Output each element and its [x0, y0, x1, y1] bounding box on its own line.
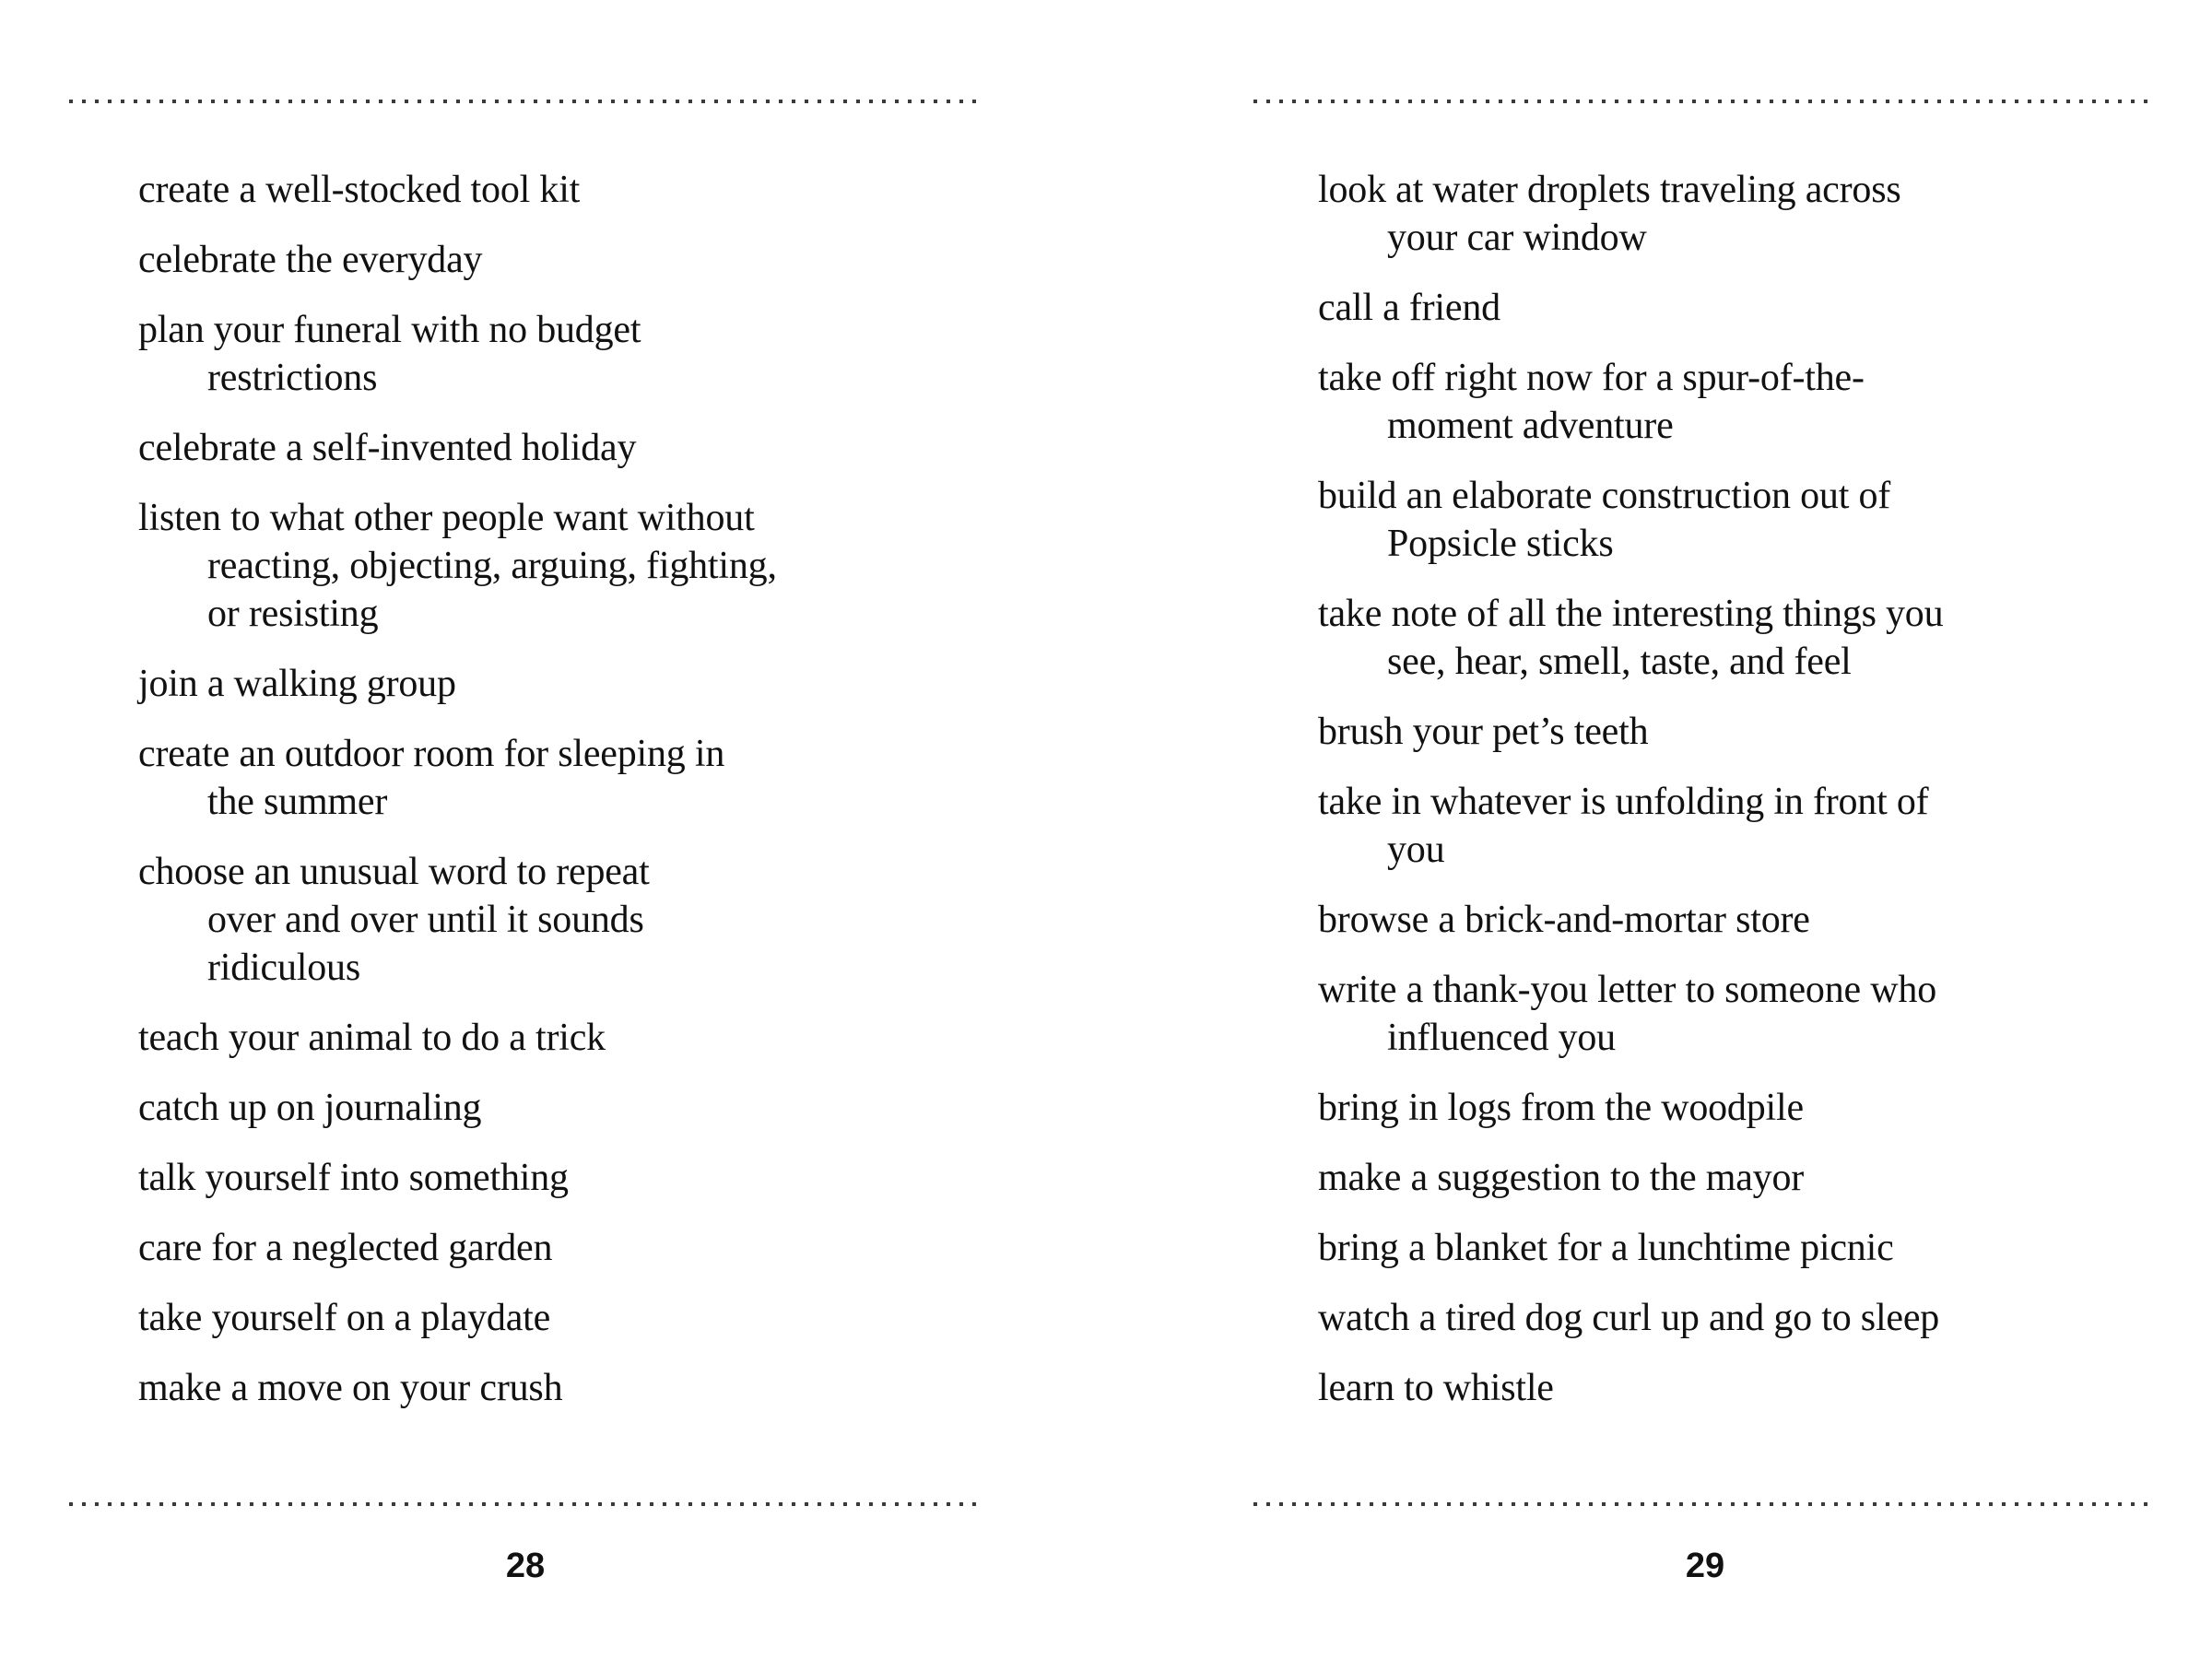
list-item-line: take yourself on a playdate	[138, 1297, 551, 1339]
list-item	[1318, 354, 2194, 450]
list-item-line: take off right now for a spur-of-the-	[1318, 357, 1865, 399]
list-item-line: bring in logs from the woodpile	[1318, 1087, 1804, 1129]
list-item	[1318, 1084, 2194, 1132]
list-item-line: make a move on your crush	[138, 1367, 563, 1409]
list-item-line: join a walking group	[138, 663, 456, 705]
list-item-line: celebrate the everyday	[138, 239, 483, 281]
list-item-line: reacting, objecting, arguing, fighting,	[207, 545, 777, 587]
list-item-line: ridiculous	[207, 947, 360, 989]
list-item-line: create an outdoor room for sleeping in	[138, 733, 725, 775]
list-item-line: browse a brick-and-mortar store	[1318, 899, 1810, 941]
list-item-line: moment adventure	[1387, 405, 1674, 447]
list-item	[1318, 284, 2194, 332]
list-item-line: you	[1387, 829, 1445, 871]
list-item-line: watch a tired dog curl up and go to sleep	[1318, 1297, 1940, 1339]
page-number: 28	[505, 1547, 546, 1585]
list-item	[138, 1084, 1014, 1132]
list-item-line: plan your funeral with no budget	[138, 309, 641, 351]
list-item-line: build an elaborate construction out of	[1318, 475, 1891, 517]
list-item-line: take note of all the interesting things you	[1318, 593, 1944, 635]
list-item	[1318, 966, 2194, 1062]
list-item-line: see, hear, smell, taste, and feel	[1387, 641, 1852, 683]
list-item	[1318, 1294, 2194, 1342]
list-item-line: learn to whistle	[1318, 1367, 1554, 1409]
list-item-line: brush your pet’s teeth	[1318, 711, 1649, 753]
list-item-line: care for a neglected garden	[138, 1227, 553, 1269]
dotted-rule-bottom	[69, 1502, 982, 1506]
list-item	[1318, 166, 2194, 262]
list-item-line: celebrate a self-invented holiday	[138, 427, 637, 469]
list-item-line: create a well-stocked tool kit	[138, 169, 581, 211]
list-item-line: bring a blanket for a lunchtime picnic	[1318, 1227, 1894, 1269]
dotted-rule-top	[1253, 100, 2157, 103]
list-item-line: the summer	[207, 781, 388, 823]
list-item	[138, 660, 1014, 708]
list-item-line: look at water droplets traveling across	[1318, 169, 1901, 211]
list-item-line: talk yourself into something	[138, 1157, 569, 1199]
list-item-line: teach your animal to do a trick	[138, 1017, 606, 1059]
list-item-line: take in whatever is unfolding in front of	[1318, 781, 1929, 823]
list-item-line: Popsicle sticks	[1387, 523, 1614, 565]
list-item	[1318, 778, 2194, 874]
list-item	[1318, 1364, 2194, 1412]
list-item	[1318, 1224, 2194, 1272]
dotted-rule-top	[69, 100, 982, 103]
list-item-line: write a thank-you letter to someone who	[1318, 969, 1937, 1011]
list-item	[138, 306, 1014, 402]
list-item	[138, 1014, 1014, 1062]
activity-list	[138, 166, 1014, 1412]
list-item	[138, 424, 1014, 472]
dotted-rule-bottom	[1253, 1502, 2157, 1506]
list-item	[138, 1364, 1014, 1412]
list-item	[138, 236, 1014, 284]
list-item	[138, 494, 1014, 638]
list-item-line: over and over until it sounds	[207, 899, 644, 941]
list-item	[138, 1154, 1014, 1202]
list-item-line: or resisting	[207, 593, 379, 635]
list-item	[1318, 1154, 2194, 1202]
activity-list	[1318, 166, 2194, 1412]
list-item	[138, 1294, 1014, 1342]
list-item-line: catch up on journaling	[138, 1087, 482, 1129]
list-item	[1318, 896, 2194, 944]
page-number: 29	[1685, 1547, 1725, 1585]
list-item-line: listen to what other people want without	[138, 497, 755, 539]
list-item	[138, 166, 1014, 214]
list-item-line: make a suggestion to the mayor	[1318, 1157, 1805, 1199]
list-item	[138, 730, 1014, 826]
list-item-line: choose an unusual word to repeat	[138, 851, 650, 893]
list-item	[138, 848, 1014, 992]
list-item	[1318, 472, 2194, 568]
list-item-line: your car window	[1387, 217, 1647, 259]
list-item-line: influenced you	[1387, 1017, 1616, 1059]
list-item	[1318, 590, 2194, 686]
list-item	[1318, 708, 2194, 756]
list-item	[138, 1224, 1014, 1272]
page-right	[1106, 0, 2212, 1659]
list-item-line: call a friend	[1318, 287, 1500, 329]
list-item-line: restrictions	[207, 357, 378, 399]
